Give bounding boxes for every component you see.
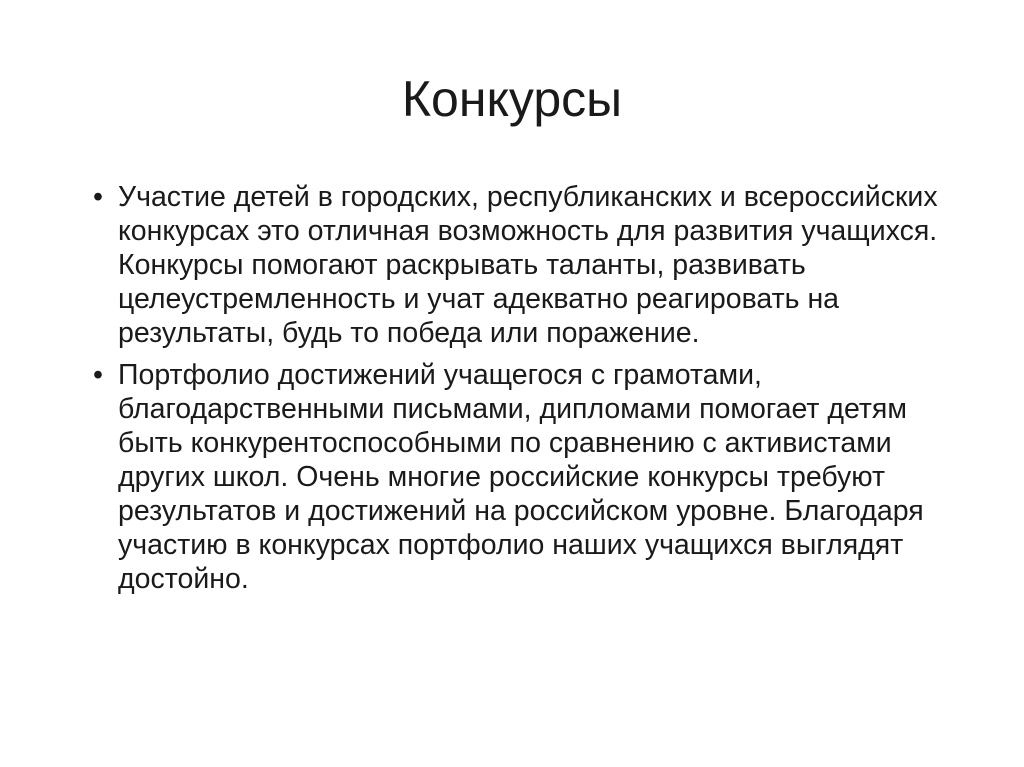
slide-title: Конкурсы [401,71,623,127]
bullet-item [93,180,968,350]
bullet-icon: • [93,359,103,391]
bullet-icon: • [93,181,103,213]
bullet-item [93,358,968,596]
bullet-text: Портфолио достижений учащегося с грамотами, благодарственными письмами, дипломами помогает детям быть конкурентоспособными по сравнению с активистами других школ. Очень многие российские конкурсы требуют результатов и достижений на российском уровне. Благодаря участию в конкурсах портфолио наших учащихся выглядят достойно. [118,359,924,595]
bullet-text: Участие детей в городских, республиканских и всероссийских конкурсах это отличная возможность для развития учащихся. Конкурсы помогают раскрывать таланты, развивать целеустремленность и учат адекватно реагировать на результаты, будь то победа или поражение. [118,181,938,349]
bullet-list [93,180,968,604]
